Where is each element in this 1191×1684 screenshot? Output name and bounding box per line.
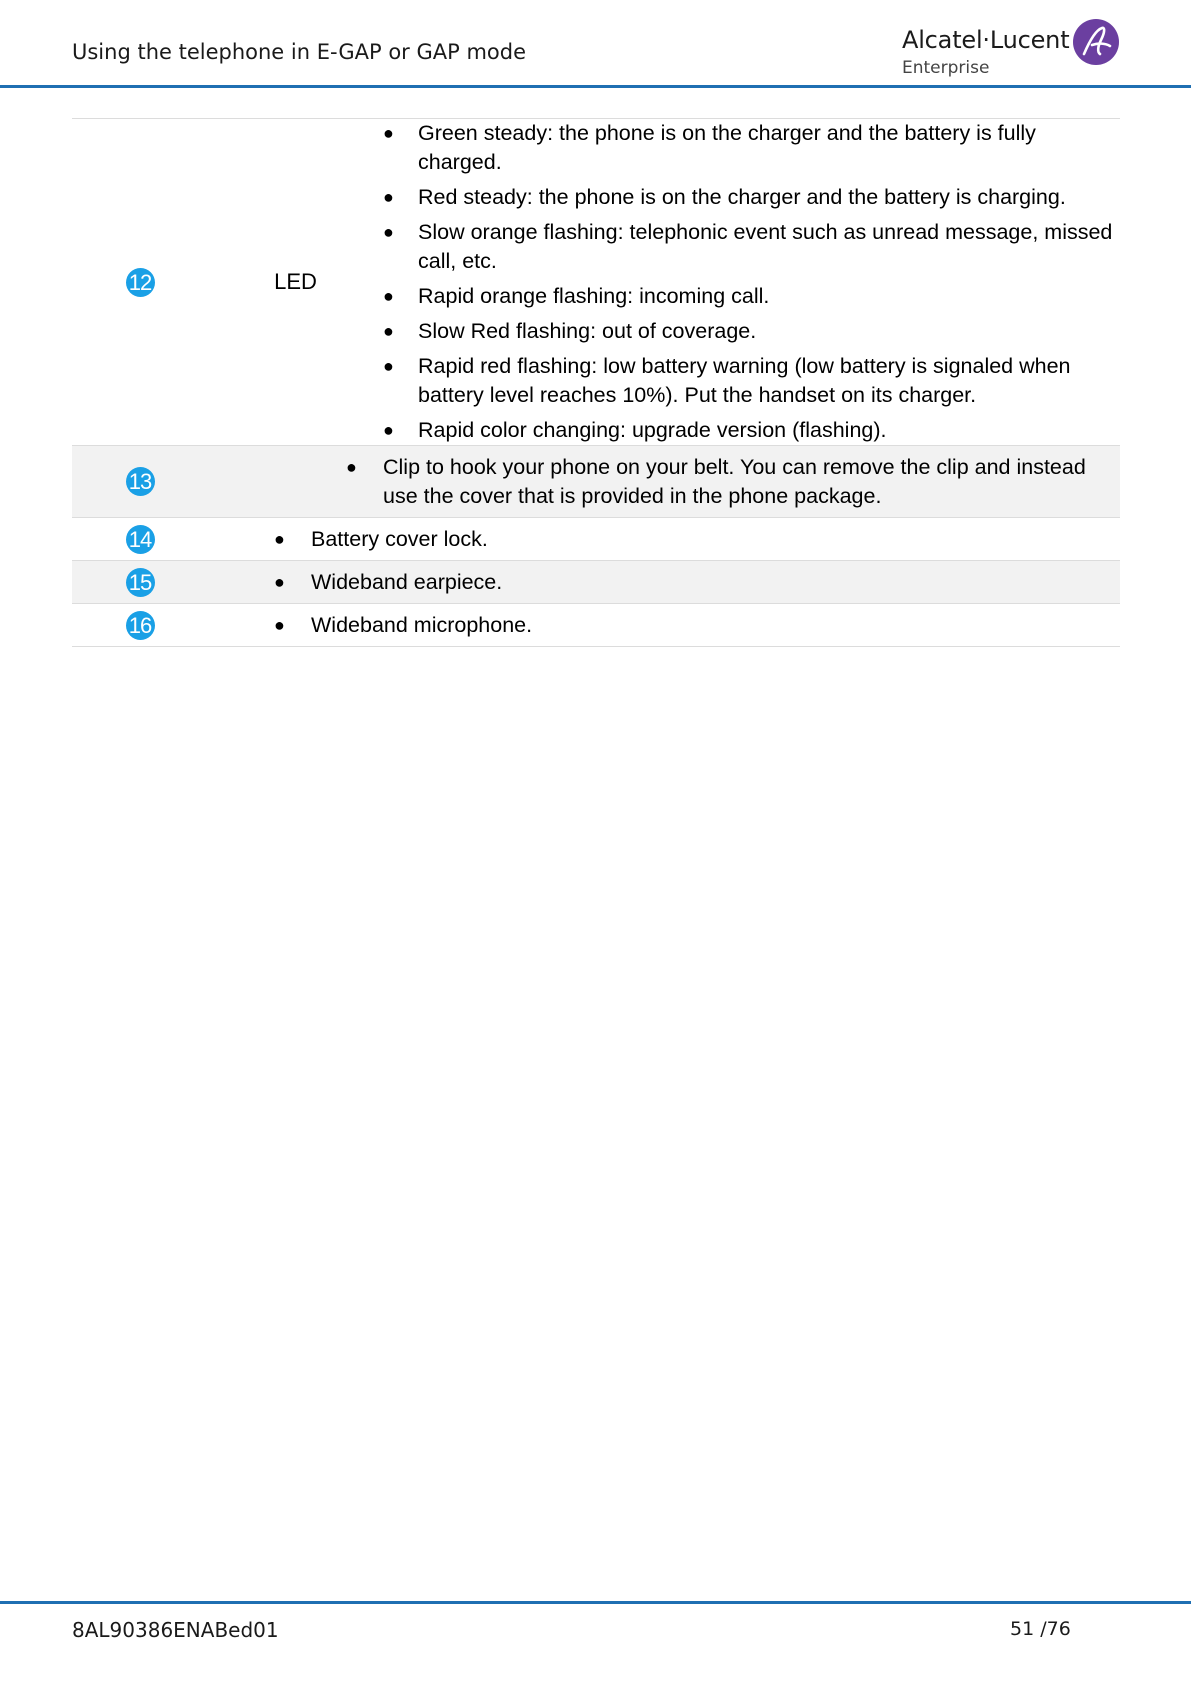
- logo-sub-text: Enterprise: [902, 58, 990, 78]
- header-rule: [0, 85, 1191, 88]
- row-number-cell: [72, 446, 208, 518]
- table-row: [72, 561, 1120, 604]
- bullet-icon: ●: [274, 571, 285, 592]
- row-number-cell: [72, 518, 208, 561]
- row-description-cell: [208, 604, 1120, 647]
- list-item: ● Battery cover lock.: [274, 525, 1120, 554]
- row-description-cell: [208, 446, 1120, 518]
- row-number-cell: [72, 561, 208, 604]
- page-header-title: Using the telephone in E-GAP or GAP mode: [72, 40, 527, 64]
- document-id: 8AL90386ENABed01: [72, 1618, 279, 1642]
- table-row: [72, 604, 1120, 647]
- row-number-cell: [72, 604, 208, 647]
- list-item: ● Slow orange flashing: telephonic event such as unread message, missed call, etc.: [383, 220, 1113, 273]
- bullet-icon: ●: [383, 420, 394, 440]
- component-table: [72, 118, 1120, 647]
- bullet-icon: ●: [383, 222, 394, 242]
- page-number: 51 /76: [1010, 1618, 1071, 1640]
- list-item: ● Slow Red flashing: out of coverage.: [383, 317, 1120, 346]
- table-row: [72, 446, 1120, 518]
- company-logo: [902, 18, 1122, 80]
- list-item: ● Rapid color changing: upgrade version (flashing).: [383, 416, 1120, 445]
- list-item: ● Clip to hook your phone on your belt. You can remove the clip and instead use the cover that is provided in the phone package.: [346, 454, 1086, 508]
- number-badge: 14: [126, 525, 155, 554]
- logo-brand-text: Alcatel·Lucent: [902, 26, 1070, 54]
- description-list: [346, 453, 1120, 511]
- list-item: ● Wideband microphone.: [274, 611, 1120, 640]
- row-description-cell: [383, 119, 1120, 446]
- led-states-list: [383, 119, 1120, 445]
- bullet-icon: ●: [383, 123, 394, 143]
- footer-rule: [0, 1601, 1191, 1604]
- bullet-icon: ●: [383, 286, 394, 306]
- number-badge: 13: [126, 467, 155, 496]
- row-description-cell: [208, 561, 1120, 604]
- bullet-icon: ●: [383, 187, 394, 207]
- bullet-icon: ●: [274, 528, 285, 549]
- number-badge: 12: [126, 268, 155, 297]
- list-item: ● Rapid red flashing: low battery warning (low battery is signaled when battery level reaches 10%). Put the handset on its charger.: [383, 354, 1071, 407]
- row-number-cell: [72, 119, 208, 446]
- bullet-icon: ●: [383, 356, 394, 376]
- list-item: ● Green steady: the phone is on the charger and the battery is fully charged.: [383, 121, 1036, 174]
- table-row: [72, 119, 1120, 446]
- row-name-cell: LED: [208, 119, 383, 446]
- number-badge: 15: [126, 568, 155, 597]
- table-row: [72, 518, 1120, 561]
- number-badge: 16: [126, 611, 155, 640]
- bullet-icon: ●: [274, 614, 285, 635]
- description-list: [274, 525, 1120, 554]
- bullet-icon: ●: [383, 321, 394, 341]
- description-list: [274, 611, 1120, 640]
- bullet-icon: ●: [346, 456, 357, 477]
- list-item: ● Rapid orange flashing: incoming call.: [383, 282, 1120, 311]
- description-list: [274, 568, 1120, 597]
- logo-mark-icon: [1072, 18, 1120, 66]
- list-item: ● Red steady: the phone is on the charger and the battery is charging.: [383, 183, 1120, 212]
- row-description-cell: [208, 518, 1120, 561]
- list-item: ● Wideband earpiece.: [274, 568, 1120, 597]
